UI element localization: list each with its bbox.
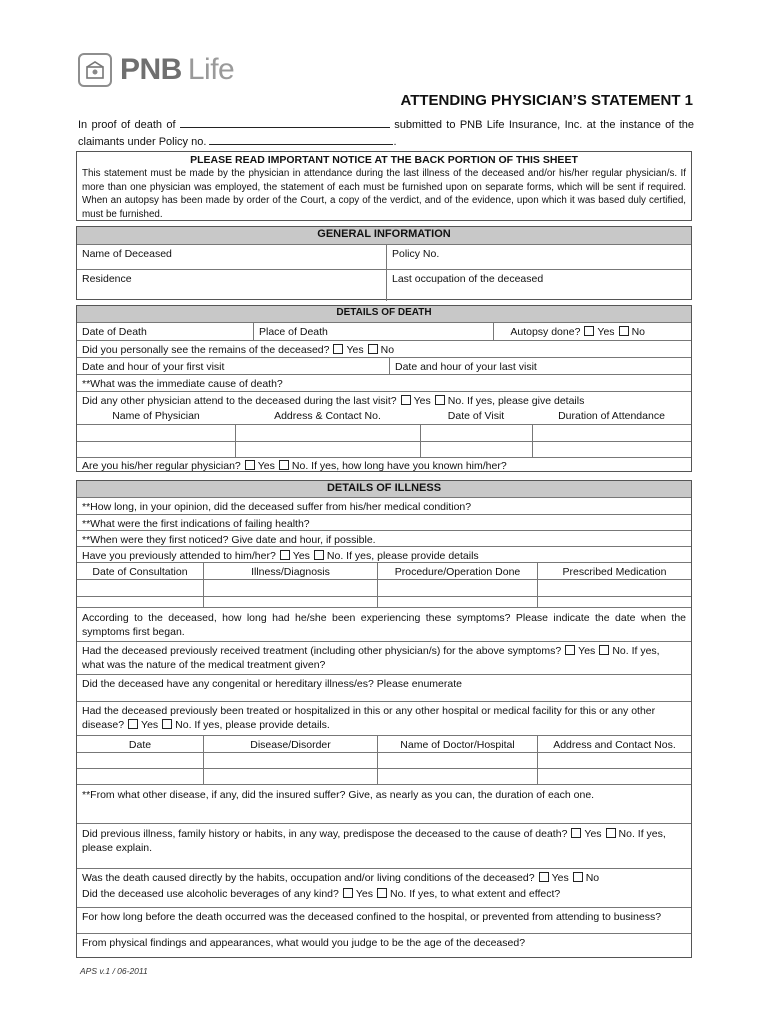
consultation-table-cell[interactable]: [377, 597, 537, 607]
physician-table-cell[interactable]: [77, 442, 235, 457]
other-disease-field[interactable]: **From what other disease, if any, did the insured suffer? Give, as nearly as you can, the duration of each one.: [82, 789, 595, 801]
estimated-age-field[interactable]: From physical findings and appearances, what would you judge to be the age of the deceased?: [82, 937, 526, 949]
alcohol-no-checkbox[interactable]: [377, 888, 387, 898]
physician-table-cell[interactable]: [532, 442, 691, 457]
habits-cause-question: Was the death caused directly by the habits, occupation and/or living conditions of the deceased? Yes No: [82, 872, 600, 884]
attended-yes-checkbox[interactable]: [280, 550, 290, 560]
physician-table-cell[interactable]: [77, 425, 235, 441]
regular-no-checkbox[interactable]: [279, 460, 289, 470]
predispose-no-checkbox[interactable]: [606, 828, 616, 838]
first-visit-field[interactable]: Date and hour of your first visit: [82, 361, 225, 373]
col-date-of-visit: Date of Visit: [447, 410, 505, 422]
general-info-header: GENERAL INFORMATION: [77, 227, 691, 244]
col-duration-attendance: Duration of Attendance: [558, 410, 665, 422]
consultation-table-cell[interactable]: [203, 597, 377, 607]
hospitalized-yes-checkbox[interactable]: [128, 719, 138, 729]
remains-no-checkbox[interactable]: [368, 344, 378, 354]
treatment-no-checkbox[interactable]: [599, 645, 609, 655]
remains-question: Did you personally see the remains of the deceased? Yes No: [82, 344, 395, 356]
date-of-death-field[interactable]: Date of Death: [82, 326, 147, 338]
illness-duration-field[interactable]: **How long, in your opinion, did the deceased suffer from his/her medical condition?: [82, 501, 472, 513]
name-of-deceased-field[interactable]: Name of Deceased: [82, 248, 172, 260]
details-of-death-header: DETAILS OF DEATH: [77, 306, 691, 322]
predisposition-question[interactable]: Did previous illness, family history or habits, in any way, predispose the deceased to the cause of death? Yes No. If yes, please explain.: [82, 828, 666, 854]
hospitalization-table-cell[interactable]: [77, 769, 203, 784]
col-date: Date: [128, 739, 152, 751]
physician-table-cell[interactable]: [235, 442, 420, 457]
hospitalization-table-cell[interactable]: [203, 753, 377, 768]
hospitalization-table-cell[interactable]: [537, 753, 691, 768]
regular-yes-checkbox[interactable]: [245, 460, 255, 470]
previous-hospitalization-question[interactable]: Had the deceased previously been treated or hospitalized in this or any other hospital or medical facility for this or any other disease? Yes No. If yes, please provide details.: [82, 705, 656, 731]
confinement-duration-field[interactable]: For how long before the death occurred was the deceased confined to the hospital, or prevented from attending to business?: [82, 911, 662, 923]
autopsy-question: Autopsy done? Yes No: [493, 323, 691, 340]
residence-field[interactable]: Residence: [82, 273, 132, 285]
notice-body: This statement must be made by the physician in attendance during the last illness of the deceased and/or his/her regular physician/s. If more than one physician was employed, the statement of each must be furnished upon on separate forms, which will be sent if required. When an autopsy has been made by order of the Court, a copy of the verdict, and of the evidence, upon which it was based duly certified, must be furnished.: [82, 168, 686, 220]
other-physician-question: Did any other physician attend to the deceased during the last visit? Yes No. If yes, please give details: [82, 395, 585, 407]
policy-no-field[interactable]: Policy No.: [386, 245, 691, 269]
treatment-yes-checkbox[interactable]: [565, 645, 575, 655]
consultation-table-cell[interactable]: [203, 580, 377, 596]
habits-no-checkbox[interactable]: [573, 872, 583, 882]
autopsy-no-checkbox[interactable]: [619, 326, 629, 336]
details-of-illness-header: DETAILS OF ILLNESS: [77, 481, 691, 497]
col-date-of-consultation: Date of Consultation: [92, 566, 188, 578]
page-title: ATTENDING PHYSICIAN’S STATEMENT 1: [400, 92, 693, 109]
details-of-death-section: [76, 305, 692, 472]
col-address-contact-nos: Address and Contact Nos.: [537, 736, 691, 752]
physician-table-cell[interactable]: [420, 425, 532, 441]
physician-table-cell[interactable]: [235, 425, 420, 441]
col-prescribed-medication: Prescribed Medication: [537, 563, 691, 579]
other-physician-yes-checkbox[interactable]: [401, 395, 411, 405]
logo-wordmark: PNB Life: [120, 53, 235, 86]
symptoms-duration-field[interactable]: According to the deceased, how long had he/she been experiencing these symptoms? Please indicate the date when the symptoms first began.: [82, 612, 686, 638]
hospitalization-table-cell[interactable]: [537, 769, 691, 784]
immediate-cause-field[interactable]: **What was the immediate cause of death?: [82, 378, 283, 390]
congenital-illness-field[interactable]: Did the deceased have any congenital or hereditary illness/es? Please enumerate: [82, 678, 462, 690]
physician-table-cell[interactable]: [532, 425, 691, 441]
remains-yes-checkbox[interactable]: [333, 344, 343, 354]
physician-table-cell[interactable]: [420, 442, 532, 457]
col-name-of-physician: Name of Physician: [112, 410, 200, 422]
alcohol-question[interactable]: Did the deceased use alcoholic beverages of any kind? Yes No. If yes, to what extent and effect?: [82, 888, 561, 900]
company-logo: [78, 50, 258, 90]
col-illness-diagnosis: Illness/Diagnosis: [203, 563, 377, 579]
last-visit-field[interactable]: Date and hour of your last visit: [389, 358, 691, 374]
notice-title: PLEASE READ IMPORTANT NOTICE AT THE BACK PORTION OF THIS SHEET: [190, 154, 578, 166]
intro-paragraph: In proof of death of submitted to PNB Life Insurance, Inc. at the instance of the claimants under Policy no. .: [78, 116, 694, 150]
details-of-illness-section: [76, 480, 692, 958]
consultation-table-cell[interactable]: [537, 580, 691, 596]
col-address-contact: Address & Contact No.: [274, 410, 381, 422]
habits-yes-checkbox[interactable]: [539, 872, 549, 882]
other-physician-no-checkbox[interactable]: [435, 395, 445, 405]
hospitalized-no-checkbox[interactable]: [162, 719, 172, 729]
last-occupation-field[interactable]: Last occupation of the deceased: [386, 270, 691, 301]
col-disease-disorder: Disease/Disorder: [203, 736, 377, 752]
form-version: APS v.1 / 06-2011: [80, 966, 148, 976]
hospitalization-table-cell[interactable]: [77, 753, 203, 768]
first-indications-field[interactable]: **What were the first indications of failing health?: [82, 518, 310, 530]
consultation-table-cell[interactable]: [377, 580, 537, 596]
general-information-section: [76, 226, 692, 300]
previously-attended-question: Have you previously attended to him/her? Yes No. If yes, please provide details: [82, 550, 479, 562]
place-of-death-field[interactable]: Place of Death: [253, 323, 493, 340]
consultation-table-cell[interactable]: [77, 597, 203, 607]
autopsy-yes-checkbox[interactable]: [584, 326, 594, 336]
hospitalization-table-cell[interactable]: [377, 753, 537, 768]
col-doctor-hospital: Name of Doctor/Hospital: [377, 736, 537, 752]
notice-box: [76, 151, 692, 221]
hospitalization-table-cell[interactable]: [377, 769, 537, 784]
regular-physician-question: Are you his/her regular physician? Yes No. If yes, how long have you known him/her?: [82, 460, 507, 472]
policy-number-blank[interactable]: [209, 133, 393, 145]
pnb-emblem-icon: [78, 53, 112, 87]
first-noticed-field[interactable]: **When were they first noticed? Give date and hour, if possible.: [82, 534, 376, 546]
consultation-table-cell[interactable]: [537, 597, 691, 607]
hospitalization-table-cell[interactable]: [203, 769, 377, 784]
deceased-name-blank[interactable]: [180, 116, 390, 128]
alcohol-yes-checkbox[interactable]: [343, 888, 353, 898]
previous-treatment-question[interactable]: Had the deceased previously received treatment (including other physician/s) for the above symptoms? Yes No. If yes, what was the nature of the medical treatment given?: [82, 645, 660, 671]
col-procedure-operation: Procedure/Operation Done: [377, 563, 537, 579]
consultation-table-cell[interactable]: [77, 580, 203, 596]
predispose-yes-checkbox[interactable]: [571, 828, 581, 838]
attended-no-checkbox[interactable]: [314, 550, 324, 560]
